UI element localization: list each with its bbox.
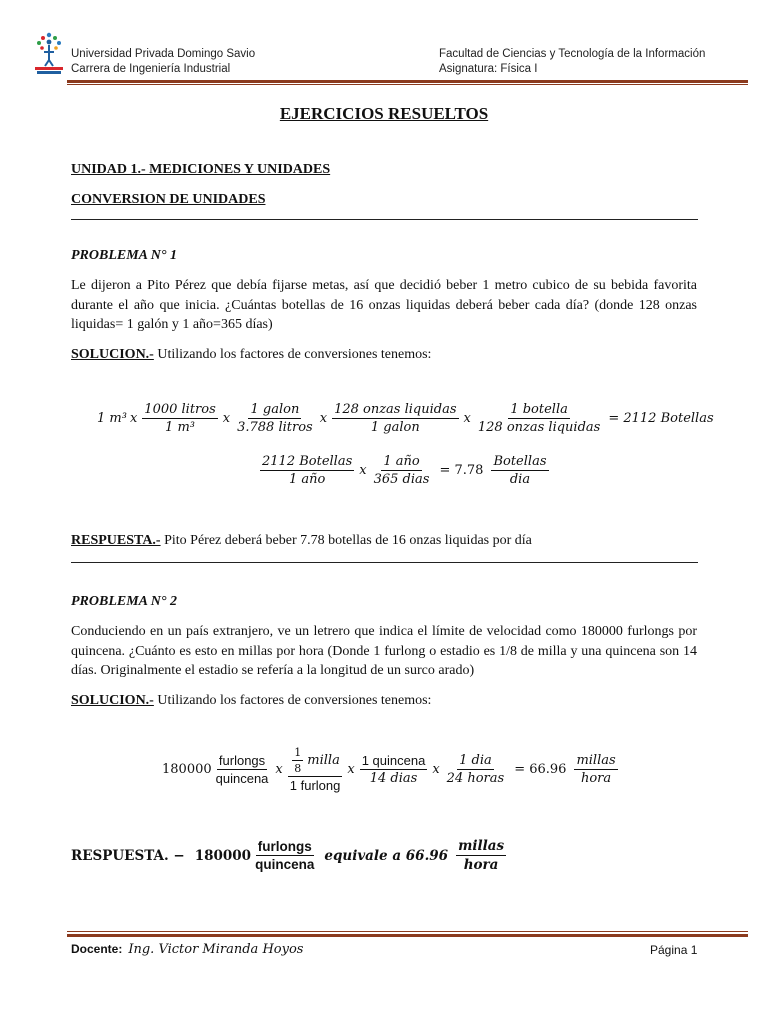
eq1-f4-den: 128 onzas liquidas — [477, 420, 601, 435]
eq3-f4-den: 24 horas — [446, 771, 505, 786]
footer-rule-thick — [67, 934, 748, 937]
eq3-f1-den: quincena — [215, 771, 269, 786]
eq1-f2-den: 3.788 litros — [237, 420, 313, 435]
solution-label: SOLUCION.- — [71, 693, 154, 708]
header-career: Carrera de Ingeniería Industrial — [71, 63, 231, 75]
problem1-answer — [71, 531, 697, 551]
eq3-f2-unit: milla — [307, 753, 340, 768]
page-number: Página 1 — [650, 943, 698, 957]
eq1-f2-num: 1 galon — [250, 402, 300, 417]
solution-text: Utilizando los factores de conversiones tenemos: — [153, 693, 432, 708]
eq1-start: 1 m³ — [97, 411, 127, 426]
eq2-equals: = 7.78 — [439, 463, 484, 478]
answer2-f1-den: quincena — [255, 857, 315, 872]
eq3-f5-num: millas — [576, 753, 616, 768]
equation-3: 180000 $\frac{\text{furlongs}}{\text{quincena}}$ x $\frac{1}{8}$ milla 1 furlong x $\frac{\text{1 quincena}}{\text{14 dias}}$ x $\frac{\text{1 dia}}{\text{24 horas}}$ = 66.96 $\frac{\text{millas}}{\text{hora}}$ — [162, 746, 616, 793]
footer-docente — [71, 942, 303, 957]
eq3-f2-sub-num: 1 — [294, 746, 302, 759]
solution-text: Utilizando los factores de conversiones tenemos: — [153, 347, 432, 362]
university-logo — [31, 30, 67, 76]
problem1-solution — [71, 345, 697, 365]
eq1-f4-num: 1 botella — [510, 402, 568, 417]
problem2-solution — [71, 691, 697, 711]
section-heading: CONVERSION DE UNIDADES — [71, 192, 266, 207]
answer2-middle: equivale a 66.96 — [324, 847, 449, 864]
docente-name: Ing. Victor Miranda Hoyos — [128, 942, 304, 957]
eq3-f4-num: 1 dia — [459, 753, 492, 768]
solution-label: SOLUCION.- — [71, 347, 154, 362]
footer-rule — [67, 931, 748, 932]
unit-heading: UNIDAD 1.- MEDICIONES Y UNIDADES — [71, 162, 331, 177]
answer2-label: RESPUESTA. − — [71, 847, 185, 864]
divider — [71, 562, 698, 563]
header-subject: Asignatura: Física I — [439, 63, 538, 75]
eq1-f3-den: 1 galon — [370, 420, 420, 435]
eq3-f5-den: hora — [580, 771, 612, 786]
eq2-f2-den: 365 dias — [373, 472, 430, 487]
eq2-f3-den: dia — [509, 472, 531, 487]
page-title: EJERCICIOS RESUELTOS — [279, 104, 489, 123]
eq3-f2-den: 1 furlong — [289, 778, 341, 793]
problem2-statement: Conduciendo en un país extranjero, ve un letrero que indica el límite de velocidad como 180000 furlongs por quincena. ¿Cuánto es esto en millas por hora (Donde 1 furlong o estadio es 1/8 de milla y una quincena son 14 días. Originalmente el estadio se refería a la longitud de un surco arado) — [71, 624, 697, 678]
eq2-f1-num: 2112 Botellas — [262, 454, 353, 469]
header-rule — [67, 80, 748, 83]
eq3-f3-den: 14 dias — [369, 771, 418, 786]
eq1-f1-den: 1 m³ — [165, 420, 195, 435]
eq2-f1-den: 1 año — [288, 472, 326, 487]
equation-2: $\frac{\text{2112 Botellas}}{\text{1 año}}$ x $\frac{\text{1 año}}{\text{365 dias}}$ = 7.78 $\frac{\text{Botellas}}{\text{dia}}$ — [262, 454, 547, 487]
header-university: Universidad Privada Domingo Savio — [71, 48, 256, 60]
answer2-f2-num: millas — [458, 838, 505, 854]
problem1-statement: Le dijeron a Pito Pérez que debía fijarse metas, así que decidió beber 1 metro cubico de su bebida favorita durante el año que inicia. ¿Cuántas botellas de 16 onzas liquidas deberá beber cada día? (donde 128 onzas liquidas= 1 galón y 1 año=365 días) — [71, 278, 697, 332]
eq2-f2-num: 1 año — [383, 454, 420, 469]
eq1-f1-num: 1000 litros — [144, 402, 216, 417]
eq1-result: = 2112 Botellas — [608, 411, 714, 426]
answer2-f1-num: furlongs — [257, 839, 312, 854]
answer2-value: 180000 — [194, 847, 252, 864]
problem2-heading: PROBLEMA N° 2 — [71, 594, 177, 609]
answer-label: RESPUESTA.- — [71, 533, 161, 548]
eq3-equals: = 66.96 — [514, 762, 567, 777]
eq3-f2-sub-den: 8 — [294, 762, 302, 775]
problem2-answer — [71, 838, 508, 873]
header-rule-thin — [67, 84, 748, 85]
eq3-start: 180000 — [162, 762, 212, 777]
eq3-f1-num: furlongs — [218, 753, 266, 768]
problem1-heading: PROBLEMA N° 1 — [71, 248, 177, 263]
eq1-f3-num: 128 onzas liquidas — [334, 402, 457, 417]
answer2-f2-den: hora — [463, 857, 499, 873]
answer-text: Pito Pérez deberá beber 7.78 botellas de 16 onzas liquidas por día — [160, 533, 532, 548]
eq2-f3-num: Botellas — [493, 454, 547, 469]
header-faculty: Facultad de Ciencias y Tecnología de la Información — [439, 48, 706, 60]
equation-1: 1 m³ x $\frac{\text{1000 litros}}{\text{1 m³}}$ x $\frac{\text{1 galon}}{\text{3.788 litros}}$ x $\frac{\text{128 onzas liquidas}}{\text{1 galon}}$ x $\frac{\text{1 botella}}{\text{128 onzas liquidas}}$ = 2112 Botellas — [97, 402, 714, 435]
docente-label: Docente: — [71, 942, 123, 956]
divider — [71, 219, 698, 220]
eq3-f3-num: 1 quincena — [361, 753, 426, 768]
